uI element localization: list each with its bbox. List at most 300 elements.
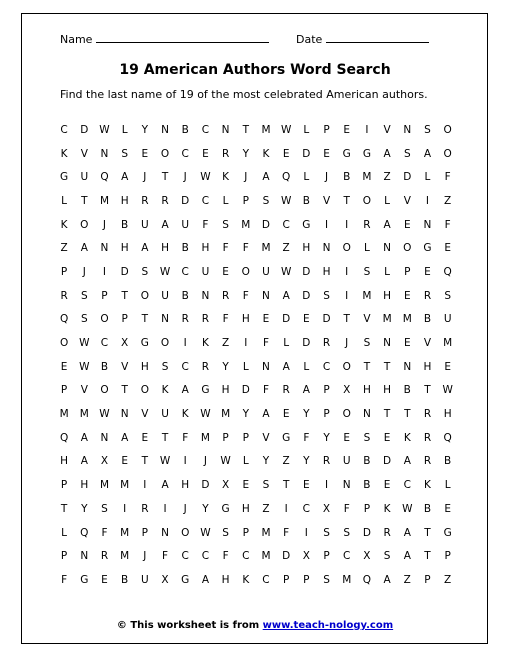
grid-letter: D	[403, 171, 412, 184]
grid-letter: T	[161, 431, 169, 444]
grid-letter: V	[322, 194, 331, 207]
grid-letter: W	[280, 123, 292, 136]
grid-letter: M	[79, 408, 89, 421]
grid-letter: U	[201, 265, 210, 278]
grid-letter: Z	[221, 337, 230, 350]
grid-letter: I	[304, 526, 308, 539]
grid-letter: C	[181, 147, 189, 160]
grid-letter: A	[282, 360, 290, 373]
grid-letter: S	[80, 313, 88, 326]
grid-letter: N	[221, 123, 230, 136]
grid-letter: W	[402, 502, 413, 515]
grid-letter: V	[423, 337, 432, 350]
grid-letter: P	[404, 265, 411, 278]
grid-letter: B	[403, 384, 411, 397]
grid-letter: O	[443, 147, 452, 160]
grid-letter: X	[161, 573, 169, 586]
grid-letter: C	[282, 218, 290, 231]
grid-letter: F	[444, 218, 451, 231]
grid-letter: V	[363, 313, 371, 326]
grid-letter: Q	[59, 431, 69, 444]
grid-letter: U	[161, 289, 169, 302]
grid-letter: P	[444, 550, 451, 563]
grid-letter: P	[242, 431, 249, 444]
grid-letter: C	[201, 123, 210, 136]
grid-letter: H	[241, 502, 250, 515]
grid-letter: F	[222, 313, 229, 326]
grid-letter: N	[120, 408, 129, 421]
grid-letter: R	[181, 313, 189, 326]
grid-letter: I	[102, 265, 107, 278]
grid-letter: W	[99, 123, 110, 136]
grid-letter: T	[343, 194, 350, 207]
grid-letter: G	[282, 431, 291, 444]
grid-letter: H	[181, 479, 190, 492]
grid-letter: C	[181, 265, 189, 278]
grid-letter: G	[443, 526, 452, 539]
grid-letter: F	[262, 337, 269, 350]
grid-letter: M	[221, 408, 231, 421]
grid-letter: P	[60, 384, 68, 397]
grid-letter: E	[343, 123, 351, 136]
grid-letter: H	[161, 242, 169, 255]
grid-letter: S	[424, 123, 431, 136]
grid-letter: H	[221, 384, 230, 397]
grid-letter: P	[323, 384, 330, 397]
grid-letter: K	[262, 147, 270, 160]
grid-letter: N	[383, 337, 392, 350]
grid-letter: O	[443, 123, 452, 136]
grid-letter: B	[100, 360, 109, 373]
grid-letter: O	[241, 265, 250, 278]
grid-letter: S	[323, 289, 330, 302]
grid-letter: W	[200, 526, 211, 539]
grid-letter: T	[424, 526, 431, 539]
grid-letter: G	[140, 337, 149, 350]
grid-letter: Q	[282, 171, 291, 184]
grid-letter: M	[261, 123, 271, 136]
name-blank-line	[96, 31, 269, 43]
grid-letter: G	[342, 147, 351, 160]
grid-letter: S	[80, 289, 88, 302]
grid-letter: O	[100, 384, 109, 397]
grid-letter: T	[81, 194, 88, 207]
grid-letter: F	[343, 502, 350, 515]
grid-letter: O	[342, 360, 351, 373]
grid-letter: D	[261, 218, 271, 231]
grid-letter: A	[181, 384, 189, 397]
grid-letter: I	[163, 502, 167, 515]
grid-letter: R	[282, 384, 290, 397]
grid-letter: T	[121, 289, 128, 302]
word-search-grid	[54, 118, 458, 592]
grid-letter: H	[362, 384, 371, 397]
grid-letter: C	[322, 360, 331, 373]
grid-letter: B	[181, 242, 189, 255]
grid-letter: O	[140, 384, 149, 397]
grid-letter: E	[403, 337, 411, 350]
grid-letter: O	[362, 194, 372, 207]
grid-letter: E	[141, 147, 149, 160]
grid-letter: E	[262, 313, 270, 326]
grid-letter: N	[100, 147, 109, 160]
grid-letter: F	[222, 550, 229, 563]
grid-letter: S	[262, 194, 270, 207]
footer-text: © This worksheet is from	[116, 620, 263, 631]
grid-letter: W	[79, 360, 90, 373]
grid-letter: N	[100, 431, 109, 444]
grid-letter: S	[101, 502, 108, 515]
grid-letter: F	[283, 526, 290, 539]
grid-letter: K	[161, 384, 169, 397]
grid-letter: F	[444, 171, 451, 184]
grid-letter: Y	[141, 123, 149, 136]
grid-letter: S	[363, 431, 371, 444]
grid-letter: C	[201, 550, 210, 563]
grid-letter: J	[102, 218, 107, 231]
grid-letter: P	[60, 479, 68, 492]
grid-letter: D	[302, 289, 311, 302]
grid-letter: E	[383, 479, 391, 492]
grid-letter: Y	[81, 502, 88, 515]
grid-letter: R	[423, 455, 432, 468]
grid-letter: G	[201, 384, 210, 397]
grid-letter: Z	[383, 171, 391, 184]
grid-letter: D	[80, 123, 89, 136]
grid-letter: Y	[222, 360, 229, 373]
grid-letter: W	[280, 194, 292, 207]
grid-letter: R	[423, 289, 432, 302]
grid-letter: I	[425, 194, 430, 207]
grid-letter: L	[121, 123, 128, 136]
grid-letter: R	[363, 218, 371, 231]
grid-letter: R	[141, 502, 149, 515]
grid-letter: W	[200, 408, 211, 421]
instructions: Find the last name of 19 of the most celebrated American authors.	[60, 88, 428, 101]
grid-letter: O	[342, 408, 351, 421]
grid-letter: J	[183, 502, 187, 515]
grid-letter: G	[302, 218, 311, 231]
grid-letter: A	[383, 573, 391, 586]
grid-letter: N	[262, 289, 270, 302]
grid-letter: I	[143, 479, 147, 492]
grid-letter: Q	[362, 573, 372, 586]
grid-letter: N	[362, 408, 371, 421]
grid-letter: A	[141, 242, 149, 255]
grid-letter: O	[80, 218, 89, 231]
grid-letter: U	[181, 218, 190, 231]
grid-letter: A	[403, 550, 411, 563]
grid-letter: V	[262, 431, 270, 444]
grid-letter: U	[141, 573, 149, 586]
grid-letter: Y	[242, 147, 249, 160]
grid-letter: P	[242, 526, 249, 539]
grid-letter: T	[343, 313, 350, 326]
grid-letter: H	[140, 360, 149, 373]
grid-letter: T	[141, 455, 149, 468]
grid-letter: D	[322, 313, 331, 326]
grid-letter: K	[403, 431, 411, 444]
grid-letter: J	[203, 455, 207, 468]
grid-letter: P	[424, 573, 431, 586]
grid-letter: C	[262, 573, 270, 586]
grid-letter: D	[282, 550, 291, 563]
grid-letter: Y	[242, 408, 249, 421]
grid-letter: L	[444, 479, 451, 492]
grid-letter: B	[181, 123, 189, 136]
grid-letter: A	[262, 408, 270, 421]
grid-letter: J	[143, 550, 147, 563]
grid-letter: S	[222, 218, 229, 231]
grid-letter: A	[282, 289, 290, 302]
grid-letter: P	[141, 526, 149, 539]
grid-letter: A	[262, 171, 270, 184]
grid-letter: B	[363, 455, 371, 468]
grid-letter: L	[61, 526, 68, 539]
worksheet-title: 19 American Authors Word Search	[119, 62, 391, 78]
grid-letter: J	[244, 171, 248, 184]
grid-letter: T	[363, 360, 371, 373]
grid-letter: P	[101, 289, 108, 302]
grid-letter: P	[242, 194, 249, 207]
grid-letter: I	[123, 502, 127, 515]
grid-letter: S	[403, 147, 411, 160]
grid-letter: F	[202, 218, 209, 231]
grid-letter: T	[121, 384, 128, 397]
grid-letter: F	[242, 242, 249, 255]
grid-letter: M	[382, 313, 392, 326]
footer-link[interactable]: www.teach-nology.com	[262, 620, 394, 631]
grid-letter: I	[345, 218, 349, 231]
grid-letter: M	[261, 550, 271, 563]
grid-letter: W	[442, 384, 453, 397]
grid-letter: W	[220, 455, 231, 468]
grid-letter: S	[444, 289, 451, 302]
grid-letter: T	[141, 313, 149, 326]
grid-letter: Z	[60, 242, 68, 255]
grid-letter: D	[241, 384, 250, 397]
grid-letter: R	[201, 313, 210, 326]
grid-letter: J	[345, 337, 349, 350]
grid-letter: K	[383, 502, 391, 515]
grid-letter: F	[262, 384, 269, 397]
grid-letter: X	[343, 384, 351, 397]
grid-letter: F	[162, 550, 169, 563]
grid-letter: A	[80, 431, 88, 444]
grid-letter: S	[222, 526, 229, 539]
grid-letter: C	[60, 123, 68, 136]
grid-letter: W	[280, 265, 292, 278]
grid-letter: E	[303, 313, 310, 326]
grid-letter: N	[322, 242, 331, 255]
grid-letter: G	[362, 147, 371, 160]
grid-letter: M	[99, 479, 109, 492]
grid-letter: N	[80, 550, 89, 563]
grid-letter: R	[383, 526, 391, 539]
grid-letter: R	[161, 194, 169, 207]
grid-letter: B	[302, 194, 310, 207]
grid-letter: B	[363, 479, 371, 492]
grid-letter: H	[60, 455, 69, 468]
grid-letter: Q	[443, 431, 452, 444]
grid-letter: Q	[59, 313, 69, 326]
grid-letter: X	[363, 550, 371, 563]
grid-letter: V	[80, 384, 88, 397]
grid-letter: R	[100, 550, 109, 563]
grid-letter: Y	[323, 431, 330, 444]
grid-letter: X	[302, 550, 310, 563]
grid-letter: B	[423, 313, 432, 326]
grid-letter: F	[222, 242, 229, 255]
grid-letter: T	[383, 408, 391, 421]
grid-letter: P	[121, 313, 128, 326]
grid-letter: W	[79, 337, 90, 350]
grid-letter: S	[121, 147, 128, 160]
grid-letter: X	[121, 337, 129, 350]
grid-letter: E	[222, 265, 229, 278]
grid-letter: F	[242, 289, 249, 302]
grid-letter: I	[365, 123, 369, 136]
grid-letter: C	[242, 550, 250, 563]
grid-letter: I	[183, 455, 187, 468]
grid-letter: E	[242, 479, 250, 492]
date-label: Date	[296, 33, 323, 46]
grid-letter: W	[200, 171, 211, 184]
grid-letter: T	[424, 384, 431, 397]
grid-letter: E	[101, 573, 108, 586]
grid-letter: L	[303, 360, 310, 373]
grid-letter: H	[120, 242, 129, 255]
grid-letter: R	[201, 360, 210, 373]
grid-letter: N	[342, 479, 351, 492]
footer	[0, 619, 510, 632]
grid-letter: A	[161, 479, 169, 492]
grid-letter: E	[444, 242, 451, 255]
grid-letter: A	[302, 384, 310, 397]
grid-letter: O	[140, 289, 149, 302]
grid-letter: E	[282, 147, 290, 160]
grid-letter: E	[403, 289, 411, 302]
grid-letter: D	[383, 455, 392, 468]
grid-letter: L	[424, 171, 431, 184]
grid-letter: U	[141, 218, 149, 231]
grid-letter: N	[383, 242, 392, 255]
grid-letter: M	[362, 171, 372, 184]
grid-letter: A	[80, 242, 88, 255]
grid-letter: H	[241, 313, 250, 326]
grid-letter: M	[120, 479, 130, 492]
grid-letter: Z	[262, 502, 270, 515]
grid-letter: B	[444, 455, 452, 468]
grid-letter: K	[60, 218, 68, 231]
grid-letter: X	[322, 502, 331, 515]
grid-letter: L	[303, 123, 310, 136]
grid-letter: R	[322, 455, 331, 468]
grid-letter: N	[403, 123, 412, 136]
grid-letter: L	[384, 265, 391, 278]
grid-letter: E	[424, 265, 431, 278]
grid-letter: R	[423, 408, 432, 421]
grid-letter: M	[99, 194, 109, 207]
grid-letter: H	[383, 289, 392, 302]
grid-letter: M	[362, 289, 372, 302]
grid-letter: C	[181, 360, 189, 373]
grid-letter: H	[322, 265, 331, 278]
grid-letter: J	[183, 171, 187, 184]
grid-letter: A	[80, 455, 88, 468]
grid-letter: A	[201, 573, 209, 586]
grid-letter: J	[82, 265, 86, 278]
grid-letter: O	[181, 526, 190, 539]
grid-letter: Z	[444, 194, 452, 207]
grid-letter: O	[160, 337, 170, 350]
grid-letter: P	[323, 550, 330, 563]
grid-letter: X	[100, 455, 109, 468]
grid-letter: D	[201, 479, 210, 492]
grid-letter: T	[404, 408, 411, 421]
grid-letter: D	[120, 265, 129, 278]
grid-letter: C	[302, 502, 311, 515]
grid-letter: E	[282, 408, 290, 421]
grid-letter: I	[244, 337, 248, 350]
grid-letter: T	[383, 360, 391, 373]
grid-letter: P	[323, 123, 330, 136]
grid-letter: S	[262, 479, 270, 492]
grid-letter: N	[161, 313, 169, 326]
grid-letter: I	[183, 337, 187, 350]
grid-letter: K	[201, 337, 209, 350]
grid-letter: P	[60, 265, 68, 278]
grid-letter: V	[121, 360, 129, 373]
grid-letter: I	[324, 479, 329, 492]
grid-letter: H	[221, 573, 230, 586]
grid-letter: S	[363, 265, 371, 278]
grid-letter: M	[342, 573, 352, 586]
grid-letter: E	[60, 360, 68, 373]
grid-letter: G	[60, 171, 69, 184]
grid-letter: R	[221, 289, 230, 302]
grid-letter: B	[343, 171, 351, 184]
grid-letter: P	[60, 550, 68, 563]
grid-letter: C	[343, 550, 351, 563]
grid-letter: R	[221, 147, 230, 160]
grid-letter: I	[345, 289, 349, 302]
grid-letter: K	[242, 573, 250, 586]
grid-letter: O	[342, 242, 351, 255]
grid-letter: S	[323, 573, 330, 586]
grid-letter: H	[80, 479, 89, 492]
name-label: Name	[60, 33, 93, 46]
grid-letter: V	[80, 147, 88, 160]
grid-letter: M	[402, 313, 412, 326]
grid-letter: M	[241, 218, 251, 231]
grid-letter: L	[283, 337, 290, 350]
grid-letter: A	[383, 218, 391, 231]
grid-letter: T	[60, 502, 68, 515]
grid-letter: Y	[303, 408, 310, 421]
grid-letter: G	[221, 502, 230, 515]
grid-letter: S	[343, 526, 351, 539]
grid-letter: A	[161, 218, 169, 231]
grid-letter: H	[423, 360, 432, 373]
grid-letter: G	[181, 573, 190, 586]
grid-letter: J	[324, 171, 329, 184]
grid-letter: T	[282, 479, 290, 492]
grid-letter: Q	[443, 265, 452, 278]
grid-letter: F	[101, 526, 108, 539]
grid-letter: D	[181, 194, 190, 207]
grid-letter: Q	[100, 171, 109, 184]
